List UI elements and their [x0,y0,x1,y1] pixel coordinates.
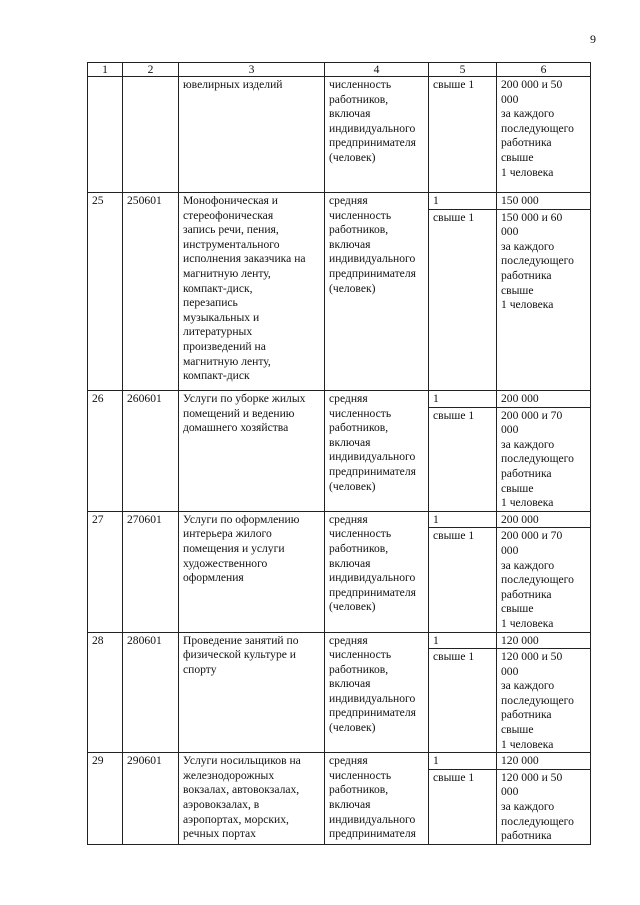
tier-value: 200 000 и 50 000 за каждого последующего работника свыше 1 человека [497,77,591,193]
row-number: 26 [88,391,123,512]
activity-name: Услуги по оформлению интерьера жилого помещения и услуги художественного оформления [179,511,325,632]
tier-value: 200 000 и 70 000 за каждого последующего работника свыше 1 человека [497,528,591,632]
activity-code: 290601 [123,753,179,845]
activity-code [123,77,179,193]
indicator: численность работников, включая индивидуального предпринимателя (человек) [325,77,429,193]
column-number: 3 [179,63,325,77]
tier-value: 200 000 [497,511,591,528]
tariff-table [87,62,591,845]
indicator: средняя численность работников, включая индивидуального предпринимателя (человек) [325,193,429,391]
tier-count: свыше 1 [429,209,497,390]
tier-value: 200 000 [497,391,591,408]
tier-count: 1 [429,193,497,210]
indicator: средняя численность работников, включая индивидуального предпринимателя (человек) [325,511,429,632]
column-number: 4 [325,63,429,77]
activity-code: 280601 [123,632,179,753]
row-number: 25 [88,193,123,391]
column-number: 5 [429,63,497,77]
tier-count: 1 [429,511,497,528]
table-row [88,511,591,528]
indicator: средняя численность работников, включая индивидуального предпринимателя [325,753,429,845]
table-row [88,632,591,649]
column-number: 6 [497,63,591,77]
row-number: 28 [88,632,123,753]
tier-value: 120 000 [497,632,591,649]
row-number: 29 [88,753,123,845]
table-row [88,77,591,193]
tier-count: свыше 1 [429,528,497,632]
tier-count: свыше 1 [429,407,497,511]
column-number: 2 [123,63,179,77]
tier-value: 120 000 и 50 000 за каждого последующего работника [497,769,591,844]
table-row [88,193,591,210]
row-number [88,77,123,193]
column-number: 1 [88,63,123,77]
row-number: 27 [88,511,123,632]
activity-code: 250601 [123,193,179,391]
tier-value: 120 000 и 50 000 за каждого последующего работника свыше 1 человека [497,649,591,753]
tier-value: 150 000 и 60 000 за каждого последующего работника свыше 1 человека [497,209,591,390]
tier-value: 200 000 и 70 000 за каждого последующего работника свыше 1 человека [497,407,591,511]
table-row [88,391,591,408]
activity-name: ювелирных изделий [179,77,325,193]
page-number: 9 [590,32,596,46]
tier-count: 1 [429,391,497,408]
activity-code: 270601 [123,511,179,632]
activity-code: 260601 [123,391,179,512]
tier-count: свыше 1 [429,649,497,753]
indicator: средняя численность работников, включая индивидуального предпринимателя (человек) [325,391,429,512]
activity-name: Монофоническая и стереофоническая запись речи, пения, инструментального исполнения заказчика на магнитную ленту, компакт-диск, перезапись музыкальных и литературных произведений на магнитную ленту, компакт-диск [179,193,325,391]
tier-count: свыше 1 [429,769,497,844]
activity-name: Услуги по уборке жилых помещений и ведению домашнего хозяйства [179,391,325,512]
indicator: средняя численность работников, включая индивидуального предпринимателя (человек) [325,632,429,753]
tier-count: свыше 1 [429,77,497,193]
activity-name: Услуги носильщиков на железнодорожных вокзалах, автовокзалах, аэровокзалах, в аэропортах, морских, речных портах [179,753,325,845]
table-row [88,753,591,770]
activity-name: Проведение занятий по физической культуре и спорту [179,632,325,753]
tier-count: 1 [429,632,497,649]
tier-value: 150 000 [497,193,591,210]
column-number-row [88,63,591,77]
tier-count: 1 [429,753,497,770]
tier-value: 120 000 [497,753,591,770]
